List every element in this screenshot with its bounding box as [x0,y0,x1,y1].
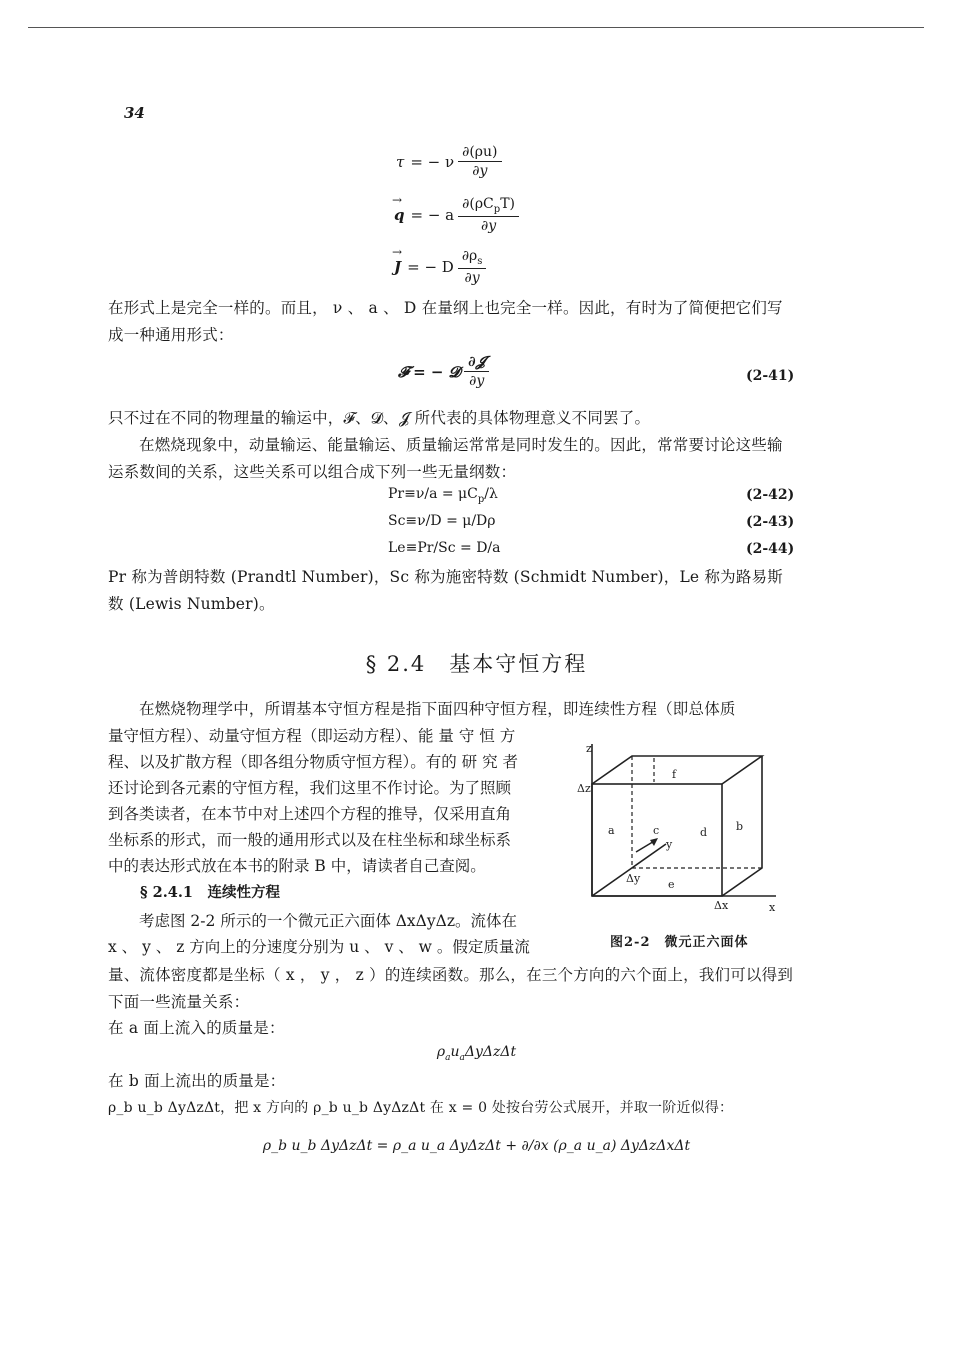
eq-tau-op: = − ν [410,152,455,171]
paragraph-4: Pr 称为普朗特数 (Prandtl Number)，Sc 称为施密特数 (Schmidt Number)，Le 称为路易斯数 (Lewis Number)。 [108,568,783,613]
column-text-1 [108,723,554,879]
subsection-title: § 2.4.1 连续性方程 [140,884,280,901]
label-x: x [769,901,776,914]
eq-J-num: $\partial\rho_s$ [458,248,487,269]
eq-general-frac [464,354,489,389]
paragraph-6: 量、流体密度都是坐标（ x ， y ， z ）的连续函数。那么，在三个方向的六个面上，我们可以得到下面一些流量关系： [108,966,794,1011]
cube-figure [576,736,796,916]
eq-J-lhs: → J [394,258,401,276]
equation-general [398,354,493,389]
eq-q-den: ∂y [480,218,497,235]
label-d: d [700,826,708,839]
eq-q-lhs: → q [394,206,405,224]
equation-number-2-44: (2-44) [746,541,795,557]
label-b: b [736,820,744,833]
eq-q-frac [458,196,519,234]
col-line: 坐标系的形式，而一般的通用形式以及在柱坐标和球坐标系 [108,831,512,849]
eq-tau-frac [458,144,501,179]
label-f: f [672,768,677,781]
eq-general-den: ∂y [469,373,485,390]
label-y: y [666,838,673,851]
paragraph-3: 在燃烧现象中，动量输运、能量输运、质量输运常常是同时发生的。因此，常常要讨论这些输运系数间的关系，这些关系可以组合成下列一些无量纲数： [108,436,783,481]
line-face-b: 在 b 面上流出的质量是： [108,1072,286,1090]
col-line: 量守恒方程）、动量守恒方程（即运动方程）、能 量 守 恒 方 [108,727,516,745]
equation-number-2-41: (2-41) [746,368,795,384]
label-z: z [586,742,592,755]
y-arrow-head [650,838,658,846]
final-equation: ρ_b u_b ΔyΔzΔt = ρ_a u_a ΔyΔzΔt + ∂/∂x (ρ_a u_a) ΔyΔzΔxΔt [262,1138,691,1154]
eq-general-lhs: 𝓕 [398,362,410,381]
label-a: a [608,824,615,837]
eq-general-op: = − 𝓓 [413,362,461,381]
col-line: 到各类读者，在本节中对上述四个方程的推导，仅采用直角 [108,805,512,823]
line-face-b-expansion: ρ_b u_b ΔyΔzΔt，把 x 方向的 ρ_b u_b ΔyΔzΔt 在 x = 0 处按台劳公式展开，并取一阶近似得： [108,1100,734,1116]
col-line: x 、 y 、 z 方向上的分速度分别为 u 、 v 、 w 。假定质量流 [108,938,530,956]
label-e: e [668,878,675,891]
equation-number-2-43: (2-43) [746,514,795,530]
eq-prandtl: $Pr\equiv\nu/a = \mu C_p/\lambda$ [388,486,498,505]
eq-tau-den: ∂y [472,163,488,180]
figure-caption: 图2-2 微元正六面体 [610,935,749,950]
paragraph-1: 在形式上是完全一样的。而且， ν 、 a 、 D 在量纲上也完全一样。因此，有时为了简便把它们写成一种通用形式： [108,299,783,344]
label-c: c [653,824,660,837]
equation-J [394,248,490,286]
equation-q [394,196,523,234]
equation-number-2-42: (2-42) [746,487,795,503]
eq-general-num: ∂𝓙 [464,354,489,372]
expr-face-a: $\rho_au_a\Delta y\Delta z\Delta t$ [436,1044,517,1063]
eq-tau-num: ∂(ρu) [458,144,501,162]
eq-J-frac [458,248,487,286]
line-face-a: 在 a 面上流入的质量是： [108,1019,285,1037]
top-face [592,756,762,784]
eq-q-op: = − a [410,206,455,225]
col-line: 程、以及扩散方程（即各组分物质守恒方程）。有的 研 究 者 [108,753,519,771]
eq-tau-lhs: τ [396,152,405,171]
paragraph-2: 只不过在不同的物理量的输运中，𝓕、𝓓、𝓙 所代表的具体物理意义不同罢了。 [108,409,651,427]
equation-tau [396,144,506,179]
col-line: 中的表达形式放在本书的附录 B 中，请读者自己查阅。 [108,857,486,875]
paragraph-5: 在燃烧物理学中，所谓基本守恒方程是指下面四种守恒方程，即连续性方程（即总体质 [139,700,736,718]
header-rule [28,27,924,28]
label-dy: Δy [626,872,641,885]
y-axis [592,844,666,896]
eq-q-num: $\partial(\rho C_pT)$ [458,196,519,217]
eq-J-op: = − D [407,258,454,277]
col-line: 还讨论到各元素的守恒方程，我们这里不作讨论。为了照顾 [108,779,512,797]
label-dx: Δx [714,899,729,912]
eq-J-den: ∂y [464,270,480,287]
eq-schmidt: Sc≡ν/D = μ/Dρ [388,513,496,529]
column-text-2 [108,908,554,960]
page-number: 34 [124,104,145,122]
label-dz: Δz [577,782,591,795]
section-title: § 2.4 基本守恒方程 [365,652,588,676]
eq-lewis: Le≡Pr/Sc = D/a [388,540,501,556]
col-line: 考虑图 2-2 所示的一个微元正六面体 ΔxΔyΔz。流体在 [139,912,517,930]
